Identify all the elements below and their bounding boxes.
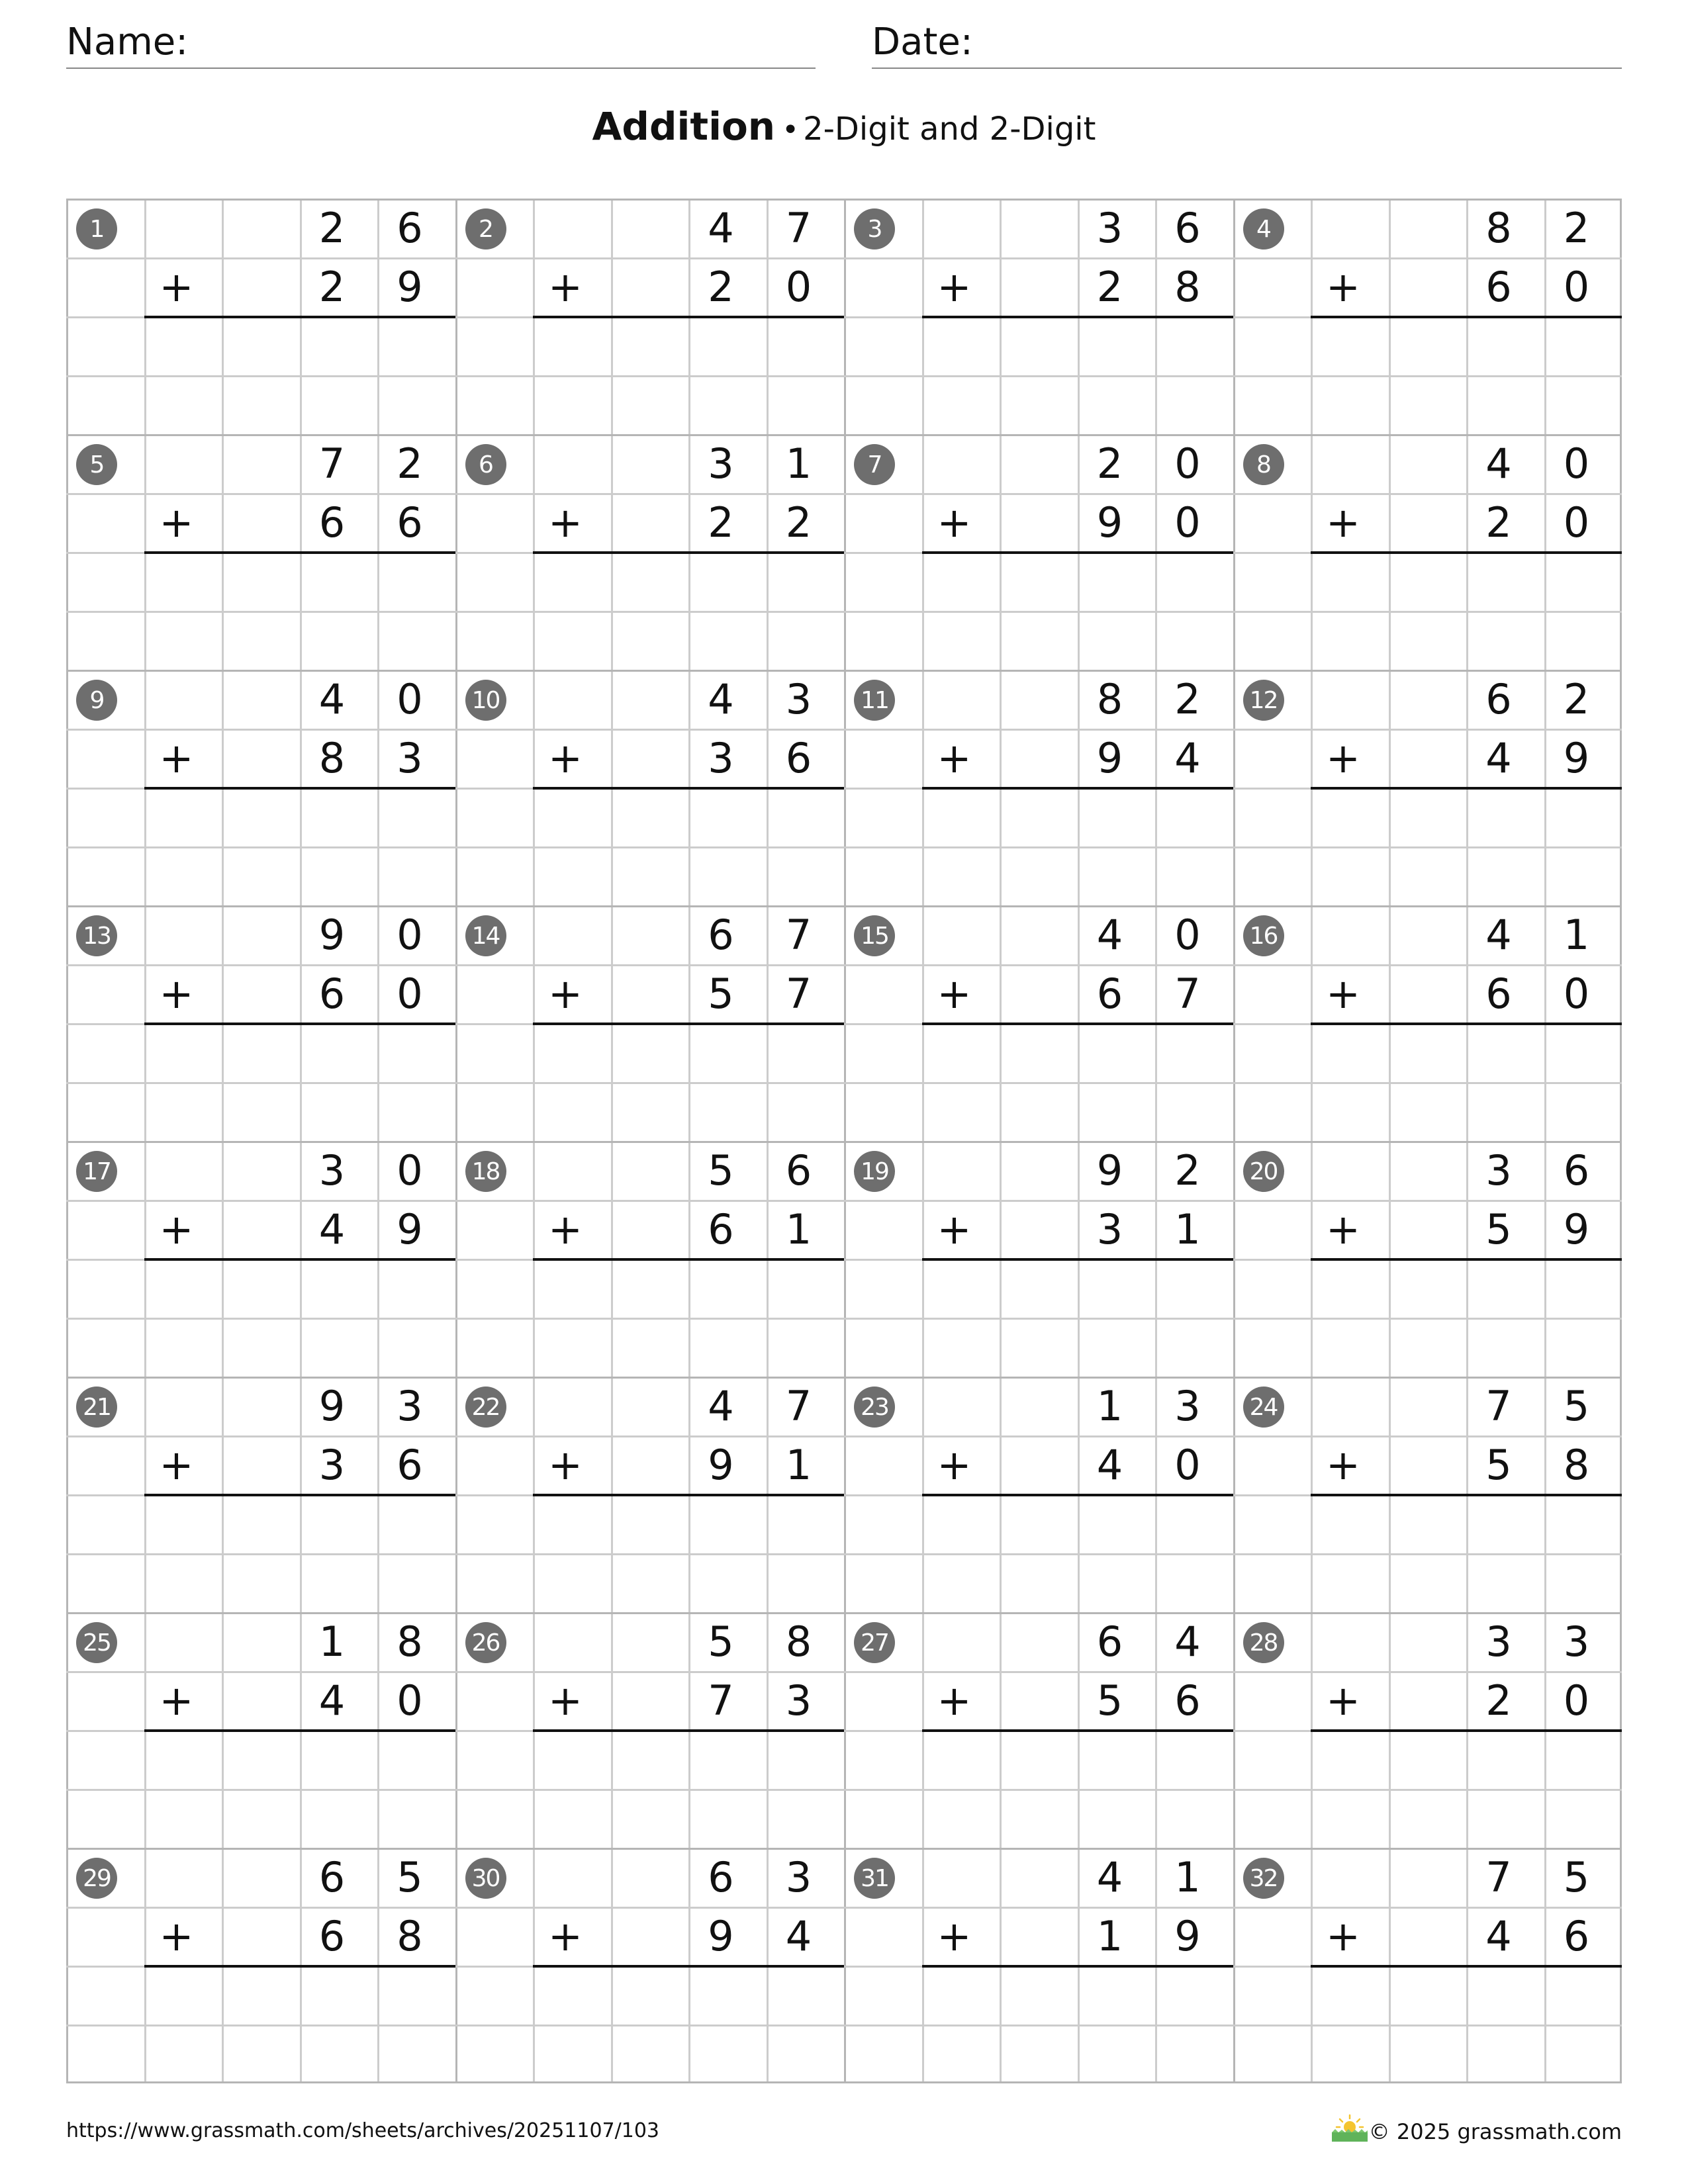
problem [1233,905,1622,1141]
problem [66,670,455,905]
addend-top-digit: 3 [1485,1617,1512,1666]
addend-bottom-digit: 9 [708,1441,734,1489]
addend-top-digit: 6 [397,204,423,252]
addend-top-digit: 4 [1485,911,1512,959]
addend-top-digit: 4 [708,1382,734,1430]
sum-rule-line [144,316,455,318]
problem-grid [66,199,1622,2083]
problem-number-badge: 22 [465,1387,506,1428]
addend-top-digit: 6 [318,1853,346,1901]
problem [1233,199,1622,434]
problem-number-badge: 14 [465,915,506,956]
addend-top-digit: 7 [1485,1853,1512,1901]
problem [66,199,455,434]
plus-sign: + [937,970,972,1018]
addend-bottom-digit: 6 [318,498,346,547]
plus-sign: + [159,1676,194,1725]
sum-rule-line [533,1258,844,1261]
addend-bottom-digit: 1 [1096,1912,1123,1960]
addend-top-digit: 0 [397,1146,423,1195]
problem [844,434,1233,670]
addend-top-digit: 7 [1485,1382,1512,1430]
plus-sign: + [1326,1676,1360,1725]
addend-bottom-digit: 5 [1096,1676,1123,1725]
sum-rule-line [1311,1023,1622,1025]
addend-top-digit: 8 [1096,675,1123,723]
plus-sign: + [159,1441,194,1489]
addend-bottom-digit: 3 [1096,1205,1123,1253]
addend-top-digit: 2 [1174,1146,1201,1195]
sum-rule-line [144,1729,455,1732]
addend-bottom-digit: 4 [1096,1441,1123,1489]
addend-bottom-digit: 8 [1563,1441,1590,1489]
plus-sign: + [548,1441,583,1489]
addend-top-digit: 7 [785,204,812,252]
sum-rule-line [144,1023,455,1025]
addend-bottom-digit: 0 [397,970,423,1018]
addend-bottom-digit: 6 [1563,1912,1590,1960]
addend-bottom-digit: 2 [708,263,734,311]
sum-rule-line [922,316,1233,318]
addend-top-digit: 4 [708,675,734,723]
addend-top-digit: 1 [1096,1382,1123,1430]
plus-sign: + [159,734,194,782]
addend-top-digit: 3 [785,675,812,723]
worksheet-title [0,106,1688,148]
sum-rule-line [1311,1258,1622,1261]
addend-top-digit: 0 [1174,439,1201,488]
addend-top-digit: 6 [785,1146,812,1195]
plus-sign: + [159,970,194,1018]
addend-bottom-digit: 4 [785,1912,812,1960]
problem-number-badge: 26 [465,1622,506,1663]
addend-top-digit: 4 [708,204,734,252]
addend-top-digit: 3 [1174,1382,1201,1430]
problem-number-badge: 13 [76,915,117,956]
plus-sign: + [548,1912,583,1960]
sum-rule-line [1311,1965,1622,1968]
addend-top-digit: 1 [318,1617,346,1666]
problem [455,434,845,670]
plus-sign: + [937,1676,972,1725]
problem-number-badge: 1 [76,208,117,250]
addend-top-digit: 4 [1096,1853,1123,1901]
problem [66,1612,455,1848]
problem [1233,1612,1622,1848]
addend-bottom-digit: 9 [708,1912,734,1960]
problem-number-badge: 6 [465,444,506,485]
plus-sign: + [548,1205,583,1253]
addend-top-digit: 2 [1096,439,1123,488]
sum-rule-line [533,316,844,318]
title-subtitle: 2-Digit and 2-Digit [803,111,1096,148]
problem [455,199,845,434]
problem-number-badge: 30 [465,1858,506,1899]
addend-bottom-digit: 1 [785,1441,812,1489]
addend-top-digit: 2 [318,204,346,252]
addend-bottom-digit: 8 [318,734,346,782]
sum-rule-line [922,1965,1233,1968]
addend-bottom-digit: 3 [397,734,423,782]
addend-top-digit: 3 [397,1382,423,1430]
sum-rule-line [144,1965,455,1968]
addend-top-digit: 5 [1563,1382,1590,1430]
problem-number-badge: 32 [1243,1858,1284,1899]
addend-top-digit: 7 [785,911,812,959]
sum-rule-line [144,787,455,790]
addend-bottom-digit: 8 [397,1912,423,1960]
plus-sign: + [937,498,972,547]
problem-number-badge: 10 [465,680,506,721]
addend-bottom-digit: 9 [397,263,423,311]
addend-top-digit: 6 [708,1853,734,1901]
problem [1233,1377,1622,1612]
addend-bottom-digit: 5 [708,970,734,1018]
plus-sign: + [159,498,194,547]
sum-rule-line [533,551,844,554]
addend-top-digit: 6 [1174,204,1201,252]
problem [1233,670,1622,905]
addend-top-digit: 1 [1174,1853,1201,1901]
problem [844,199,1233,434]
addend-bottom-digit: 6 [1485,263,1512,311]
addend-top-digit: 6 [1096,1617,1123,1666]
addend-bottom-digit: 4 [1485,1912,1512,1960]
problem [66,1141,455,1377]
addend-bottom-digit: 0 [1174,1441,1201,1489]
addend-bottom-digit: 5 [1485,1205,1512,1253]
problem [1233,1848,1622,2083]
addend-bottom-digit: 0 [1563,970,1590,1018]
name-label: Name: [66,21,189,64]
plus-sign: + [1326,498,1360,547]
problem [455,1141,845,1377]
problem [1233,434,1622,670]
addend-bottom-digit: 8 [1174,263,1201,311]
sum-rule-line [922,1494,1233,1496]
problem-number-badge: 17 [76,1151,117,1192]
problem-number-badge: 19 [854,1151,895,1192]
addend-bottom-digit: 3 [785,1676,812,1725]
addend-bottom-digit: 2 [318,263,346,311]
addend-bottom-digit: 9 [1563,734,1590,782]
addend-bottom-digit: 9 [397,1205,423,1253]
addend-top-digit: 0 [1563,439,1590,488]
sum-rule-line [533,787,844,790]
plus-sign: + [1326,1912,1360,1960]
addend-bottom-digit: 3 [708,734,734,782]
plus-sign: + [159,263,194,311]
addend-bottom-digit: 9 [1096,734,1123,782]
addend-top-digit: 0 [1174,911,1201,959]
sum-rule-line [922,1729,1233,1732]
addend-top-digit: 3 [785,1853,812,1901]
plus-sign: + [548,498,583,547]
problem [66,1377,455,1612]
sum-rule-line [922,787,1233,790]
problem [66,905,455,1141]
plus-sign: + [937,1205,972,1253]
problem-number-badge: 28 [1243,1622,1284,1663]
addend-top-digit: 3 [1096,204,1123,252]
footer-url: https://www.grassmath.com/sheets/archives/20251107/103 [66,2119,660,2142]
addend-top-digit: 9 [1096,1146,1123,1195]
addend-top-digit: 5 [708,1617,734,1666]
addend-bottom-digit: 1 [785,1205,812,1253]
plus-sign: + [159,1205,194,1253]
addend-bottom-digit: 4 [318,1676,346,1725]
plus-sign: + [1326,1205,1360,1253]
plus-sign: + [1326,263,1360,311]
addend-bottom-digit: 7 [1174,970,1201,1018]
addend-bottom-digit: 4 [318,1205,346,1253]
addend-bottom-digit: 6 [318,970,346,1018]
addend-top-digit: 9 [318,1382,346,1430]
addend-bottom-digit: 9 [1563,1205,1590,1253]
addend-bottom-digit: 0 [1563,1676,1590,1725]
problem [844,905,1233,1141]
addend-bottom-digit: 9 [1174,1912,1201,1960]
addend-top-digit: 4 [1174,1617,1201,1666]
plus-sign: + [1326,970,1360,1018]
sum-rule-line [533,1729,844,1732]
sum-rule-line [1311,787,1622,790]
addend-bottom-digit: 6 [1096,970,1123,1018]
addend-bottom-digit: 2 [1485,498,1512,547]
problem [455,670,845,905]
problem-number-badge: 21 [76,1387,117,1428]
addend-top-digit: 0 [397,911,423,959]
sum-rule-line [922,1023,1233,1025]
problem-number-badge: 23 [854,1387,895,1428]
problem-number-badge: 31 [854,1858,895,1899]
addend-top-digit: 2 [397,439,423,488]
addend-top-digit: 4 [1485,439,1512,488]
addend-top-digit: 2 [1563,675,1590,723]
addend-bottom-digit: 6 [1485,970,1512,1018]
addend-top-digit: 7 [785,1382,812,1430]
problem-number-badge: 11 [854,680,895,721]
problem [455,1612,845,1848]
sum-rule-line [1311,316,1622,318]
date-line[interactable] [872,68,1622,69]
problem-number-badge: 8 [1243,444,1284,485]
addend-bottom-digit: 4 [1485,734,1512,782]
problem-number-badge: 5 [76,444,117,485]
problem [66,1848,455,2083]
problem [1233,1141,1622,1377]
addend-bottom-digit: 0 [1174,498,1201,547]
addend-top-digit: 0 [397,675,423,723]
problem-number-badge: 4 [1243,208,1284,250]
addend-top-digit: 3 [318,1146,346,1195]
addend-bottom-digit: 3 [318,1441,346,1489]
problem-number-badge: 16 [1243,915,1284,956]
problem-number-badge: 9 [76,680,117,721]
plus-sign: + [1326,1441,1360,1489]
problem-number-badge: 20 [1243,1151,1284,1192]
addend-bottom-digit: 6 [1174,1676,1201,1725]
addend-top-digit: 3 [1563,1617,1590,1666]
addend-top-digit: 3 [708,439,734,488]
addend-top-digit: 2 [1174,675,1201,723]
addend-bottom-digit: 4 [1174,734,1201,782]
addend-top-digit: 8 [397,1617,423,1666]
sum-rule-line [922,1258,1233,1261]
problem-number-badge: 2 [465,208,506,250]
name-line[interactable] [66,68,816,69]
problem-number-badge: 24 [1243,1387,1284,1428]
problem-number-badge: 7 [854,444,895,485]
sum-rule-line [922,551,1233,554]
addend-top-digit: 2 [1563,204,1590,252]
addend-top-digit: 6 [1563,1146,1590,1195]
problem [455,1377,845,1612]
addend-bottom-digit: 2 [1485,1676,1512,1725]
sum-rule-line [1311,551,1622,554]
problem-number-badge: 3 [854,208,895,250]
title-bullet: • [782,113,800,147]
addend-top-digit: 4 [1096,911,1123,959]
addend-top-digit: 5 [1563,1853,1590,1901]
plus-sign: + [937,1441,972,1489]
plus-sign: + [937,1912,972,1960]
problem [844,1141,1233,1377]
plus-sign: + [548,1676,583,1725]
sum-rule-line [144,1258,455,1261]
title-main: Addition [592,104,776,149]
problem-number-badge: 12 [1243,680,1284,721]
addend-top-digit: 6 [1485,675,1512,723]
addend-bottom-digit: 1 [1174,1205,1201,1253]
plus-sign: + [1326,734,1360,782]
plus-sign: + [548,734,583,782]
addend-bottom-digit: 5 [1485,1441,1512,1489]
addend-top-digit: 9 [318,911,346,959]
problem-number-badge: 29 [76,1858,117,1899]
addend-bottom-digit: 6 [397,498,423,547]
plus-sign: + [937,734,972,782]
addend-bottom-digit: 6 [318,1912,346,1960]
addend-bottom-digit: 0 [397,1676,423,1725]
grass-sun-logo-icon [1329,2111,1370,2144]
addend-bottom-digit: 9 [1096,498,1123,547]
problem [844,1848,1233,2083]
footer-copyright: © 2025 grassmath.com [1368,2119,1622,2144]
sum-rule-line [533,1023,844,1025]
problem [455,905,845,1141]
addend-bottom-digit: 0 [1563,263,1590,311]
addend-top-digit: 8 [785,1617,812,1666]
addend-bottom-digit: 6 [397,1441,423,1489]
addend-bottom-digit: 0 [1563,498,1590,547]
sum-rule-line [1311,1494,1622,1496]
addend-top-digit: 1 [785,439,812,488]
problem-number-badge: 15 [854,915,895,956]
sum-rule-line [533,1965,844,1968]
plus-sign: + [159,1912,194,1960]
problem [455,1848,845,2083]
problem-number-badge: 25 [76,1622,117,1663]
addend-top-digit: 6 [708,911,734,959]
date-label: Date: [872,21,973,64]
problem [844,1612,1233,1848]
addend-bottom-digit: 0 [785,263,812,311]
addend-top-digit: 1 [1563,911,1590,959]
addend-bottom-digit: 7 [708,1676,734,1725]
addend-top-digit: 7 [318,439,346,488]
sum-rule-line [144,551,455,554]
addend-top-digit: 4 [318,675,346,723]
problem [844,670,1233,905]
problem-number-badge: 18 [465,1151,506,1192]
problem-number-badge: 27 [854,1622,895,1663]
addend-bottom-digit: 7 [785,970,812,1018]
addend-top-digit: 3 [1485,1146,1512,1195]
addend-bottom-digit: 2 [785,498,812,547]
problem [66,434,455,670]
addend-top-digit: 5 [708,1146,734,1195]
plus-sign: + [548,970,583,1018]
addend-top-digit: 8 [1485,204,1512,252]
plus-sign: + [548,263,583,311]
addend-bottom-digit: 2 [708,498,734,547]
plus-sign: + [937,263,972,311]
sum-rule-line [1311,1729,1622,1732]
addend-bottom-digit: 2 [1096,263,1123,311]
sum-rule-line [144,1494,455,1496]
addend-bottom-digit: 6 [708,1205,734,1253]
sum-rule-line [533,1494,844,1496]
problem [844,1377,1233,1612]
addend-top-digit: 5 [397,1853,423,1901]
addend-bottom-digit: 6 [785,734,812,782]
